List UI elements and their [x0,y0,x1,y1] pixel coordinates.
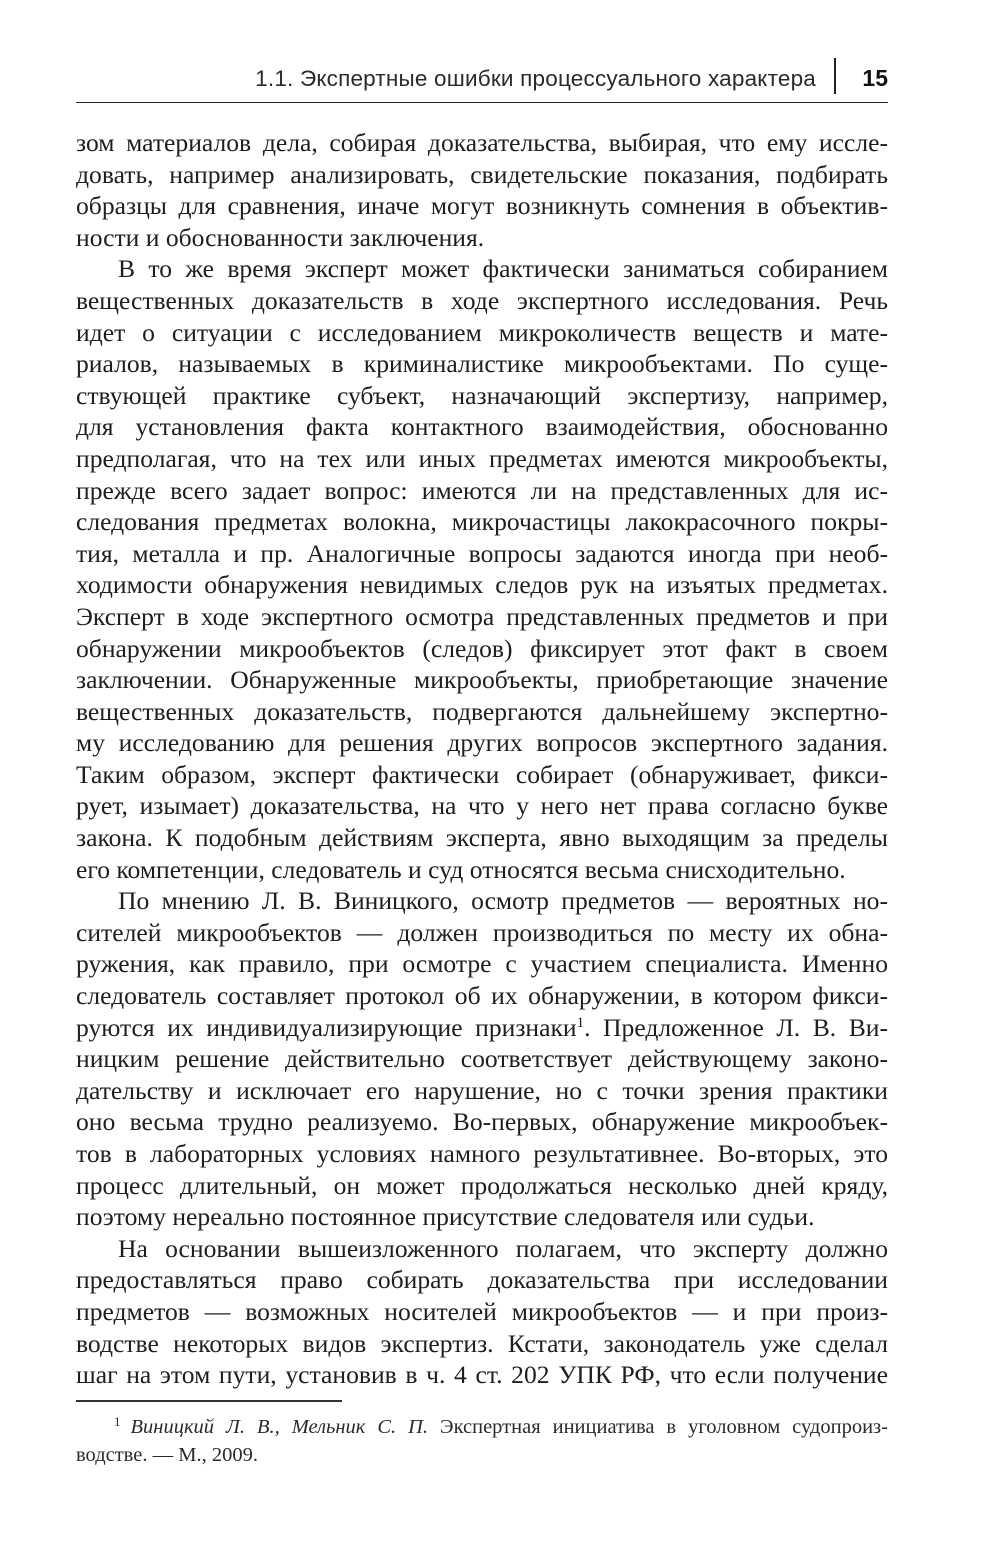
footnote-number: 1 [114,1414,121,1429]
footnote-line: водстве. — М., 2009. [76,1444,258,1466]
text-line [76,1012,888,1044]
paragraph-2 [76,253,888,885]
text-line: следования предметах волокна, микрочастицы лакокрасочного покры- [76,507,888,537]
footnote-text: Экспертная инициатива в уголовном судопроиз- [428,1416,888,1438]
text-line: ружения, как правило, при осмотре с участием специалиста. Именно [76,949,888,979]
text-line: оно весьма трудно реализуемо. Во-первых, обнаружение микрообъек- [76,1107,888,1137]
text-line: му исследованию для решения других вопросов экспертного задания. [76,728,888,758]
text-line: прежде всего задает вопрос: имеются ли на представленных для ис- [76,475,888,505]
text-line: рует, изымает) доказательства, на что у него нет права согласно букве [76,791,888,821]
body-text [76,127,888,1391]
text-line: ходимости обнаружения невидимых следов рук на изъятых предметах. [76,570,888,600]
footnote-reference[interactable]: 1 [576,1014,585,1031]
text-line: обнаружении микрообъектов (следов) фиксирует этот факт в своем [76,633,888,663]
text-line: тия, металла и пр. Аналогичные вопросы задаются иногда при необ- [76,538,888,568]
text-line: В то же время эксперт может фактически заниматься собиранием [118,254,888,284]
text-line: сителей микрообъектов — должен производиться по месту их обна- [76,917,888,947]
footnote [76,1413,888,1469]
running-header [76,58,888,103]
text-line: идет о ситуации с исследованием микроколичеств веществ и мате- [76,317,888,347]
text-line: зом материалов дела, собирая доказательства, выбирая, что ему иссле- [76,128,888,157]
footnote-authors: Виницкий Л. В., Мельник С. П. [130,1416,429,1438]
text-line: образцы для сравнения, иначе могут возникнуть сомнения в объектив- [76,191,888,221]
paragraph-3 [76,885,888,1233]
text-line: предполагая, что на тех или иных предметах имеются микрообъекты, [76,443,888,473]
text-line: На основании вышеизложенного полагаем, что эксперту должно [118,1233,888,1263]
text-line: ницким решение действительно соответствует действующему законо- [76,1044,888,1074]
footnote-separator [76,1400,342,1402]
header-divider [834,58,836,94]
text-line: заключении. Обнаруженные микрообъекты, приобретающие значение [76,665,888,695]
text-line: поэтому нереально постоянное присутствие следователя или судьи. [76,1202,815,1232]
text-line: для установления факта контактного взаимодействия, обоснованно [76,412,888,442]
paragraph-1 [76,127,888,253]
page-number: 15 [862,65,888,91]
text-line: ствующей практике субъект, назначающий экспертизу, например, [76,380,888,410]
text-line: предметов — возможных носителей микрообъектов — и при произ- [76,1296,888,1326]
text-line: водстве некоторых видов экспертиз. Кстати, законодатель уже сделал [76,1328,888,1358]
text-line: Эксперт в ходе экспертного осмотра представленных предметов и при [76,601,888,631]
text-line: риалов, называемых в криминалистике микрообъектами. По суще- [76,349,888,379]
text-line: предоставляться право собирать доказательства при исследовании [76,1265,888,1295]
text-line: Таким образом, эксперт фактически собирает (обнаруживает, фикси- [76,759,888,789]
text-line: довать, например анализировать, свидетельские показания, подбирать [76,159,888,189]
text-line: дательству и исключает его нарушение, но с точки зрения практики [76,1075,888,1105]
text-line: закона. К подобным действиям эксперта, явно выходящим за пределы [76,823,888,853]
text-segment: . Предложенное Л. В. Ви- [584,1012,888,1042]
running-title: 1.1. Экспертные ошибки процессуального характера [255,66,816,91]
text-line: процесс длительный, он может продолжаться несколько дней кряду, [76,1170,888,1200]
paragraph-4 [76,1233,888,1391]
text-line: его компетенции, следователь и суд относятся весьма снисходительно. [76,854,846,884]
text-line: вещественных доказательств, подвергаются дальнейшему экспертно- [76,696,888,726]
text-line: вещественных доказательств в ходе экспертного исследования. Речь [76,285,888,315]
text-line: ности и обоснованности заключения. [76,222,485,252]
text-line: тов в лабораторных условиях намного результативнее. Во-вторых, это [76,1139,888,1168]
text-line: По мнению Л. В. Виницкого, осмотр предметов — вероятных но- [118,886,888,916]
text-line: шаг на этом пути, установив в ч. 4 ст. 202 УПК РФ, что если получение [76,1360,888,1390]
footnote-line [76,1413,888,1441]
text-segment: руются их индивидуализирующие признаки [76,1012,577,1042]
text-line: следователь составляет протокол об их обнаружении, в котором фикси- [76,981,888,1011]
